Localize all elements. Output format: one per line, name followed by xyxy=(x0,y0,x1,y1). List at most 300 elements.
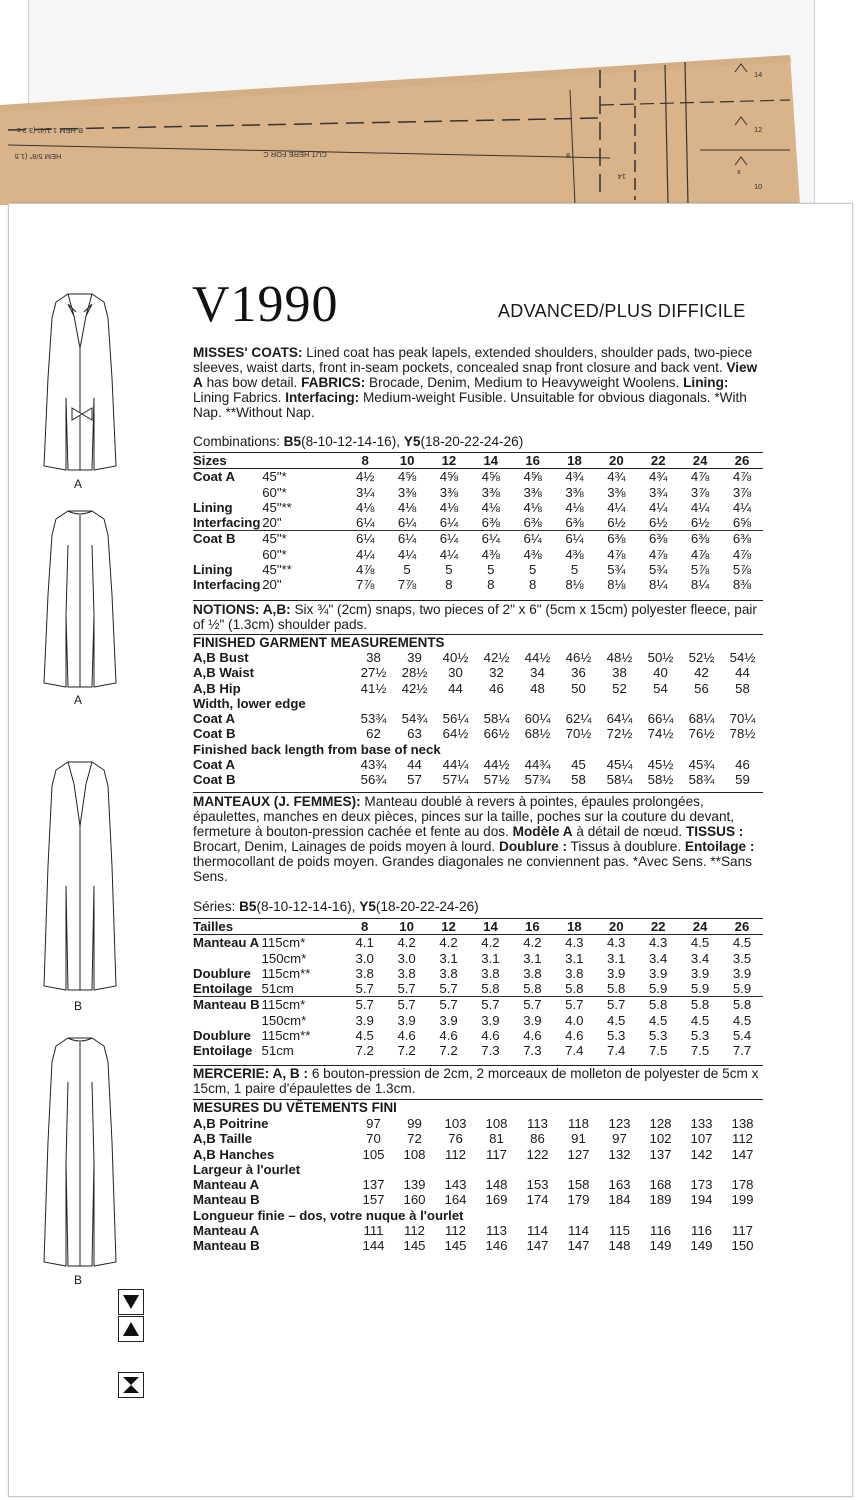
measurement-value: 81 xyxy=(489,1131,504,1147)
yardage-value: 4.5 xyxy=(721,935,763,951)
size-header-cell: 14 xyxy=(470,919,512,935)
yardage-value: 5.8 xyxy=(565,981,584,997)
yardage-value: 6⅜ xyxy=(637,531,679,547)
french-notions: MERCERIE: A, B : 6 bouton-pression de 2cm, 2 morceaux de molleton de polyester de 5cm x 15cm, 1 paire d'épaulettes de 1.3cm. xyxy=(193,1066,759,1096)
french-description: MANTEAUX (J. FEMMES): Manteau doublé à revers à pointes, épaules prolongées, épaulettes, manches en deux pièces, pinces sur la taille, poches sur la couture du devant, fermeture à bouton-pression cachée et fente au dos. Modèle A à détail de nœud. TISSUS : Brocart, Denim, Lainages de poids moyen à lourd. Doublure : Tissus à doublure. Entoilage : thermocollant de poids moyen. Grandes diagonales ne conviennent pas. *Avec Sens. **Sans Sens. xyxy=(193,794,755,884)
measurement-row xyxy=(193,1192,763,1207)
measurement-value: 117 xyxy=(731,1223,754,1239)
measurement-value: 137 xyxy=(649,1146,672,1162)
measurement-value: 112 xyxy=(731,1131,754,1147)
yardage-value: 7.4 xyxy=(607,1043,626,1059)
measurement-value: 86 xyxy=(530,1131,545,1147)
measurement-value: 72 xyxy=(407,1131,422,1147)
size-header-cell: 24 xyxy=(679,453,721,469)
measurement-value: 173 xyxy=(690,1177,713,1193)
measurement-value: 46 xyxy=(735,757,750,773)
yardage-value: 4⅝ xyxy=(386,469,428,485)
yardage-value: 6⅜ xyxy=(595,531,637,547)
yardage-value: 5.8 xyxy=(523,981,542,997)
measurement-value: 189 xyxy=(649,1192,672,1208)
yardage-value: 6½ xyxy=(607,515,626,531)
yardage-value: 4.5 xyxy=(732,1012,752,1028)
yardage-value: 8¼ xyxy=(649,577,668,593)
yardage-value: 7.5 xyxy=(690,1043,710,1059)
fabric-width: 45"** xyxy=(262,562,292,578)
yardage-row xyxy=(193,562,763,577)
measurement-value: 114 xyxy=(526,1223,549,1239)
measurement-value: 168 xyxy=(649,1177,672,1193)
measurement-value: 103 xyxy=(444,1116,467,1131)
fabric-width: 20" xyxy=(262,515,282,531)
measurement-value: 36 xyxy=(571,665,586,681)
fabric-label: Entoilage xyxy=(193,981,253,997)
english-finished-title: FINISHED GARMENT MEASUREMENTS xyxy=(193,635,445,650)
yardage-value: 3.1 xyxy=(481,950,500,966)
yardage-value: 7.7 xyxy=(732,1043,752,1059)
size-header-cell: 10 xyxy=(386,453,428,469)
yardage-value: 6¼ xyxy=(512,531,554,547)
yardage-value: 4⅞ xyxy=(721,469,763,485)
yardage-value: 3⅞ xyxy=(732,484,752,500)
yardage-value: 3⅜ xyxy=(397,484,417,500)
measurement-value: 158 xyxy=(567,1177,590,1193)
measurement-value: 44 xyxy=(448,680,463,696)
yardage-value: 5 xyxy=(445,562,453,578)
fabric-width: 51cm xyxy=(261,1043,294,1059)
yardage-value: 8⅛ xyxy=(607,577,626,593)
measurement-label: A,B Taille xyxy=(193,1131,253,1147)
fabric-label xyxy=(193,1013,262,1028)
measurement-value: 150 xyxy=(731,1238,754,1254)
measurement-label: Coat B xyxy=(193,772,236,788)
yardage-value: 4⅝ xyxy=(470,469,512,485)
size-header-cell: 12 xyxy=(428,453,470,469)
yardage-value: 6⅜ xyxy=(523,515,542,531)
measurement-row xyxy=(193,1208,763,1223)
yardage-value: 5 xyxy=(528,562,537,578)
yardage-value: 4¼ xyxy=(439,546,459,562)
yardage-value: 5.7 xyxy=(397,981,416,997)
yardage-value: 4¼ xyxy=(607,499,626,515)
measurement-value: 113 xyxy=(485,1223,508,1239)
yardage-value: 3.9 xyxy=(690,965,710,981)
yardage-value: 4⅞ xyxy=(690,546,710,562)
measurement-value: 163 xyxy=(608,1177,631,1193)
yardage-value: 3.8 xyxy=(523,965,542,981)
measurement-value: 139 xyxy=(403,1177,426,1193)
tissue-n14a: 14 xyxy=(617,172,626,181)
measurement-value: 56¾ xyxy=(360,772,387,788)
yardage-value: 5.7 xyxy=(439,981,458,997)
yardage-value: 7⅞ xyxy=(356,577,375,593)
size-header-cell: 22 xyxy=(637,919,679,935)
yardage-value: 6¼ xyxy=(397,515,417,531)
measurement-value: 108 xyxy=(485,1116,508,1131)
measurement-value: 78½ xyxy=(729,726,756,742)
measurement-value: 145 xyxy=(403,1238,426,1254)
measurement-row xyxy=(193,711,763,726)
fabric-width: 60"* xyxy=(262,546,287,562)
size-header-cell: 24 xyxy=(679,919,721,935)
yardage-value: 3.5 xyxy=(732,950,752,966)
yardage-value: 3.9 xyxy=(355,1012,374,1028)
yardage-value: 6⅜ xyxy=(679,531,721,547)
yardage-value: 4.5 xyxy=(679,935,721,951)
measurement-value: 42½ xyxy=(483,650,510,665)
bowtie-notch-icon xyxy=(118,1372,144,1398)
yardage-value: 3.8 xyxy=(565,965,584,981)
yardage-value: 4⅛ xyxy=(397,499,417,515)
pattern-tissue xyxy=(0,0,858,215)
yardage-value: 4.2 xyxy=(428,935,470,951)
measurement-value: 116 xyxy=(649,1223,672,1239)
yardage-value: 6⅜ xyxy=(481,515,500,531)
fabric-label: Doublure xyxy=(193,1028,251,1044)
fabric-width: 45"* xyxy=(262,531,344,547)
yardage-value: 4⅝ xyxy=(512,469,554,485)
yardage-value: 4⅜ xyxy=(565,546,584,562)
yardage-row xyxy=(193,951,763,966)
measurement-value: 43¾ xyxy=(360,757,387,773)
yardage-value: 6¼ xyxy=(428,531,470,547)
measurement-value: 114 xyxy=(567,1223,590,1239)
fabric-label: Manteau A xyxy=(193,935,262,951)
yardage-value: 4¼ xyxy=(649,499,668,515)
measurement-value: 48 xyxy=(530,680,545,696)
yardage-value: 6½ xyxy=(690,515,710,531)
yardage-value: 4⅛ xyxy=(523,499,542,515)
measurement-value: 28½ xyxy=(401,665,428,681)
yardage-value: 3¼ xyxy=(356,484,375,500)
figure-label-b-front: B xyxy=(74,999,83,1013)
yardage-value: 4⅝ xyxy=(428,469,470,485)
yardage-value: 5.7 xyxy=(511,997,553,1013)
measurement-value: 76 xyxy=(448,1131,463,1147)
measurement-value: 99 xyxy=(407,1116,422,1131)
measurement-value: 57½ xyxy=(483,772,510,788)
yardage-row xyxy=(193,515,763,531)
measurement-value: 44½ xyxy=(483,757,510,773)
measurement-value: 44¼ xyxy=(442,757,469,773)
yardage-row xyxy=(193,485,763,500)
measurement-value: 145 xyxy=(444,1238,467,1254)
measurement-value: 44½ xyxy=(524,650,551,665)
measurement-value: 50½ xyxy=(647,650,674,665)
measurement-value: 54½ xyxy=(729,650,756,665)
yardage-value: 4¼ xyxy=(356,546,375,562)
yardage-row xyxy=(193,531,763,547)
measurement-label: A,B Hanches xyxy=(193,1146,275,1162)
yardage-value: 3.9 xyxy=(439,1012,458,1028)
yardage-value: 3⅞ xyxy=(690,484,710,500)
measurement-value: 57 xyxy=(407,772,422,788)
yardage-value: 4⅛ xyxy=(439,499,459,515)
yardage-value: 4⅛ xyxy=(481,499,500,515)
size-header-cell: 18 xyxy=(553,919,595,935)
english-yardage-table xyxy=(193,452,763,593)
measurement-value: 149 xyxy=(649,1238,672,1254)
measurement-value: 62¼ xyxy=(565,711,592,727)
yardage-value: 4.0 xyxy=(565,1012,584,1028)
measurement-value: 57¾ xyxy=(524,772,551,788)
tissue-hem-a: HEM 5/8" (1.5 xyxy=(14,152,62,161)
measurement-value: 76½ xyxy=(688,726,715,742)
size-header-cell: 20 xyxy=(595,919,637,935)
measurement-value: 40½ xyxy=(442,650,469,665)
yardage-value: 7.3 xyxy=(523,1043,542,1059)
measurement-value: 58¼ xyxy=(606,772,633,788)
yardage-value: 4.3 xyxy=(637,935,679,951)
yardage-value: 3.9 xyxy=(648,965,668,981)
measurement-label: A,B Waist xyxy=(193,665,255,681)
yardage-value: 5 xyxy=(487,562,495,578)
fabric-label: Manteau B xyxy=(193,997,260,1013)
measurement-value: 63 xyxy=(407,726,422,742)
measurement-value: 53¾ xyxy=(360,711,387,727)
measurement-row xyxy=(193,1238,763,1253)
measurement-value: 112 xyxy=(444,1146,467,1162)
measurement-value: 123 xyxy=(608,1116,631,1131)
yardage-value: 6¼ xyxy=(470,531,512,547)
divider xyxy=(193,600,763,601)
yardage-value: 3.1 xyxy=(523,950,542,966)
yardage-value: 7.2 xyxy=(355,1043,374,1059)
yardage-value: 6¼ xyxy=(439,515,459,531)
measurement-value: 118 xyxy=(567,1116,590,1131)
yardage-value: 4⅞ xyxy=(649,546,668,562)
pattern-number: V1990 xyxy=(192,276,339,333)
english-description: MISSES' COATS: Lined coat has peak lapels, extended shoulders, shoulder pads, two-piece sleeves, waist darts, front in-seam pockets, concealed snap front closure and back vent. View A has bow detail. FABRICS: Brocade, Denim, Medium to Heavyweight Woolens. Lining: Lining Fabrics. Interfacing: Medium-weight Fusible. Unsuitable for obvious diagonals. *With Nap. **Without Nap. xyxy=(193,345,758,420)
measurement-value: 112 xyxy=(444,1223,467,1239)
measurement-value: 56¼ xyxy=(442,711,469,727)
measurement-label: Manteau B xyxy=(193,1192,260,1208)
measurement-value: 194 xyxy=(690,1192,713,1208)
english-measurements-table xyxy=(193,650,763,788)
fabric-label: Lining xyxy=(193,562,233,578)
yardage-value: 5.9 xyxy=(732,981,752,997)
technical-drawing-view-a-front xyxy=(38,288,122,476)
yardage-value: 4¼ xyxy=(397,546,417,562)
yardage-value: 5.8 xyxy=(637,997,679,1013)
size-header-row xyxy=(193,453,763,469)
measurement-value: 97 xyxy=(612,1131,627,1147)
measurement-value: 42½ xyxy=(401,680,428,696)
size-header-cell: 22 xyxy=(637,453,679,469)
measurement-label: Finished back length from base of neck xyxy=(193,741,441,757)
measurement-row xyxy=(193,665,763,680)
yardage-value: 5.7 xyxy=(553,997,595,1013)
yardage-row xyxy=(193,966,763,981)
size-header-cell: 18 xyxy=(554,453,596,469)
tissue-hem-b: B HEM 1 1/4" (3.2 c xyxy=(16,126,84,135)
yardage-value: 4.5 xyxy=(648,1012,668,1028)
yardage-value: 4.6 xyxy=(439,1028,458,1044)
measurement-label: Coat A xyxy=(193,711,236,727)
yardage-value: 3.9 xyxy=(397,1012,416,1028)
yardage-value: 8⅜ xyxy=(732,577,752,593)
measurement-value: 58½ xyxy=(647,772,674,788)
measurement-value: 32 xyxy=(489,665,504,681)
tissue-n12: 12 xyxy=(754,125,763,134)
yardage-value: 4⅞ xyxy=(356,562,375,578)
french-combinations: Séries: B5(8-10-12-14-16), Y5(18-20-22-24-26) xyxy=(193,899,479,914)
tissue-x: x xyxy=(737,167,741,176)
size-header-cell: 16 xyxy=(512,453,554,469)
yardage-value: 3.8 xyxy=(481,965,500,981)
yardage-row xyxy=(193,935,763,951)
measurement-label: Largeur à l'ourlet xyxy=(193,1161,301,1177)
measurement-value: 44 xyxy=(407,757,422,773)
yardage-value: 4⅛ xyxy=(356,499,375,515)
yardage-value: 4.6 xyxy=(523,1028,542,1044)
yardage-value: 6⅜ xyxy=(565,515,584,531)
measurement-value: 68½ xyxy=(524,726,551,742)
fabric-label xyxy=(193,547,262,562)
measurement-value: 64¼ xyxy=(606,711,633,727)
yardage-value: 4¼ xyxy=(690,499,710,515)
measurement-value: 54 xyxy=(653,680,668,696)
measurement-value: 58¼ xyxy=(483,711,510,727)
size-header-cell: 10 xyxy=(386,919,428,935)
measurement-value: 105 xyxy=(362,1146,385,1162)
yardage-value: 3.8 xyxy=(355,965,374,981)
yardage-value: 5.7 xyxy=(386,997,428,1013)
yardage-value: 4¾ xyxy=(637,469,679,485)
yardage-value: 3.4 xyxy=(690,950,710,966)
measurement-row xyxy=(193,681,763,696)
difficulty-level: ADVANCED/PLUS DIFFICILE xyxy=(498,301,746,321)
yardage-value: 4.6 xyxy=(481,1028,500,1044)
divider xyxy=(193,792,763,793)
yardage-value: 5.8 xyxy=(481,981,500,997)
measurement-value: 147 xyxy=(567,1238,590,1254)
size-header-row xyxy=(193,919,763,935)
measurement-value: 66½ xyxy=(483,726,510,742)
yardage-value: 4.6 xyxy=(565,1028,584,1044)
size-header-cell: 16 xyxy=(511,919,553,935)
measurement-value: 146 xyxy=(485,1238,508,1254)
tissue-cut-here: CUT HERE FOR C xyxy=(263,150,327,159)
yardage-value: 4.2 xyxy=(511,935,553,951)
fabric-width: 20" xyxy=(262,577,282,593)
measurement-value: 45¾ xyxy=(688,757,715,773)
measurement-value: 39 xyxy=(407,650,422,665)
technical-drawing-view-a-back xyxy=(38,505,122,693)
measurement-value: 34 xyxy=(530,665,545,681)
yardage-value: 3.1 xyxy=(607,950,626,966)
yardage-value: 3.9 xyxy=(523,1012,542,1028)
yardage-value: 6⅜ xyxy=(721,531,763,547)
fabric-label: Coat B xyxy=(193,531,262,547)
measurement-label: Longueur finie – dos, votre nuque à l'ourlet xyxy=(193,1207,464,1223)
yardage-value: 4.1 xyxy=(344,935,386,951)
yardage-value: 5⅞ xyxy=(732,562,752,578)
fabric-width: 115cm* xyxy=(262,935,344,951)
measurement-label: Manteau A xyxy=(193,1223,260,1239)
measurement-value: 44¾ xyxy=(524,757,551,773)
measurement-row xyxy=(193,726,763,741)
measurement-value: 58¾ xyxy=(688,772,715,788)
fabric-label: Entoilage xyxy=(193,1043,253,1059)
fabric-width: 150cm* xyxy=(261,950,307,966)
size-header-cell: 26 xyxy=(721,453,763,469)
measurement-value: 132 xyxy=(608,1146,631,1162)
measurement-value: 147 xyxy=(731,1146,754,1162)
yardage-value: 4⅜ xyxy=(523,546,542,562)
fabric-label: Lining xyxy=(193,499,233,515)
measurement-value: 56 xyxy=(694,680,709,696)
english-notions: NOTIONS: A,B: Six ¾" (2cm) snaps, two pieces of 2" x 6" (5cm x 15cm) polyester fleece, pair of ½" (1.3cm) shoulder pads. xyxy=(193,602,757,632)
yardage-value: 7⅞ xyxy=(397,577,417,593)
measurement-value: 174 xyxy=(526,1192,549,1208)
measurement-label: Width, lower edge xyxy=(193,695,306,711)
yardage-value: 3.9 xyxy=(607,965,626,981)
measurement-value: 116 xyxy=(690,1223,713,1239)
yardage-value: 4.2 xyxy=(386,935,428,951)
measurement-value: 144 xyxy=(362,1238,385,1254)
measurement-value: 142 xyxy=(690,1146,713,1162)
yardage-value: 4⅜ xyxy=(481,546,500,562)
measurement-value: 38 xyxy=(612,665,627,681)
measurement-value: 107 xyxy=(690,1131,713,1147)
measurement-label: Coat A xyxy=(193,757,236,773)
measurement-value: 70¼ xyxy=(729,711,756,727)
yardage-value: 5¾ xyxy=(649,562,668,578)
measurement-value: 68¼ xyxy=(688,711,715,727)
measurement-row xyxy=(193,1162,763,1177)
fabric-width: 115cm* xyxy=(262,997,344,1013)
yardage-row xyxy=(193,500,763,515)
yardage-value: 7.5 xyxy=(648,1043,668,1059)
measurement-value: 111 xyxy=(363,1223,384,1239)
yardage-value: 4.3 xyxy=(595,935,637,951)
measurement-row xyxy=(193,1223,763,1238)
yardage-value: 5⅞ xyxy=(690,562,710,578)
measurement-value: 70½ xyxy=(565,726,592,742)
measurement-row xyxy=(193,1116,763,1131)
yardage-value: 5.7 xyxy=(470,997,512,1013)
yardage-row xyxy=(193,469,763,485)
tissue-n8: 8 xyxy=(566,151,571,160)
measurement-label: Manteau A xyxy=(193,1177,260,1193)
measurement-value: 44 xyxy=(735,665,750,681)
yardage-value: 6⅝ xyxy=(732,515,752,531)
yardage-value: 5.8 xyxy=(721,997,763,1013)
french-finished-title: MESURES DU VÊTEMENTS FINI xyxy=(193,1100,397,1115)
yardage-row xyxy=(193,1013,763,1028)
size-header-cell: 20 xyxy=(595,453,637,469)
yardage-value: 5.9 xyxy=(690,981,710,997)
yardage-value: 4.5 xyxy=(690,1012,710,1028)
yardage-value: 7.3 xyxy=(481,1043,500,1059)
measurement-value: 58 xyxy=(735,680,750,696)
measurement-value: 46 xyxy=(489,680,504,696)
yardage-value: 5.3 xyxy=(690,1028,710,1044)
up-triangle-icon xyxy=(118,1316,144,1342)
yardage-value: 8 xyxy=(487,577,495,593)
fabric-label: Interfacing xyxy=(193,515,261,531)
yardage-row xyxy=(193,981,763,997)
yardage-value: 7.4 xyxy=(565,1043,584,1059)
yardage-value: 8¼ xyxy=(690,577,710,593)
yardage-row xyxy=(193,547,763,562)
yardage-value: 3.1 xyxy=(565,950,584,966)
yardage-row xyxy=(193,1043,763,1058)
figure-label-a-back: A xyxy=(74,693,83,707)
yardage-value: 4¾ xyxy=(554,469,596,485)
yardage-value: 5.3 xyxy=(648,1028,668,1044)
measurement-value: 102 xyxy=(649,1131,672,1147)
